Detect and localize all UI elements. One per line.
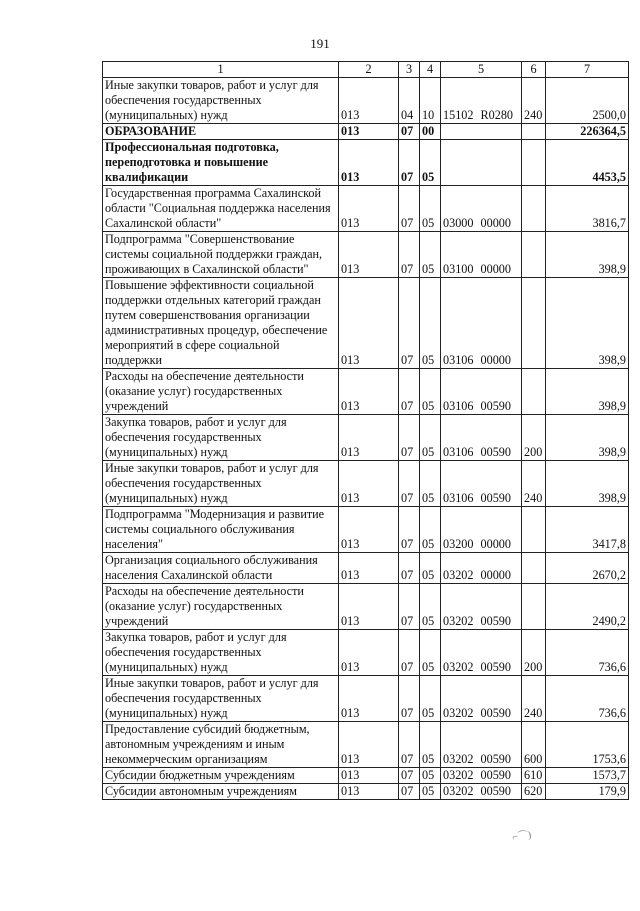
row-sum: 1573,7 [546, 768, 629, 784]
row-gr: 013 [339, 78, 399, 124]
page-number: 191 [310, 36, 330, 51]
row-name: Подпрограмма "Совершенствование системы социальной поддержки граждан, проживающих в Сахалинской области" [103, 232, 339, 278]
row-sum: 3417,8 [546, 507, 629, 553]
row-pr: 05 [420, 553, 441, 584]
row-vr [522, 507, 546, 553]
row-gr: 013 [339, 784, 399, 800]
row-name: Иные закупки товаров, работ и услуг для обеспечения государственных (муниципальных) нужд [103, 676, 339, 722]
row-rz: 07 [399, 676, 420, 722]
row-rz: 07 [399, 186, 420, 232]
row-sum: 398,9 [546, 232, 629, 278]
row-gr: 013 [339, 768, 399, 784]
header-cell: 1 [103, 62, 339, 78]
row-rz: 07 [399, 124, 420, 140]
row-csr [441, 140, 522, 186]
row-pr: 05 [420, 186, 441, 232]
row-name: Субсидии автономным учреждениям [103, 784, 339, 800]
row-csr: 03202 00590 [441, 676, 522, 722]
row-name: ОБРАЗОВАНИЕ [103, 124, 339, 140]
table-row [103, 676, 629, 722]
row-csr: 03200 00000 [441, 507, 522, 553]
table-row [103, 722, 629, 768]
row-rz: 07 [399, 415, 420, 461]
row-gr: 013 [339, 369, 399, 415]
row-vr: 200 [522, 630, 546, 676]
row-sum: 3816,7 [546, 186, 629, 232]
row-gr: 013 [339, 676, 399, 722]
row-sum: 2500,0 [546, 78, 629, 124]
row-name: Закупка товаров, работ и услуг для обеспечения государственных (муниципальных) нужд [103, 415, 339, 461]
row-name: Организация социального обслуживания населения Сахалинской области [103, 553, 339, 584]
row-gr: 013 [339, 584, 399, 630]
table-row [103, 507, 629, 553]
row-rz: 07 [399, 722, 420, 768]
row-vr: 600 [522, 722, 546, 768]
row-csr: 15102 R0280 [441, 78, 522, 124]
row-pr: 05 [420, 461, 441, 507]
row-name: Предоставление субсидий бюджетным, автономным учреждениям и иным некоммерческим организациям [103, 722, 339, 768]
header-cell: 6 [522, 62, 546, 78]
row-csr: 03100 00000 [441, 232, 522, 278]
row-rz: 04 [399, 78, 420, 124]
row-name: Закупка товаров, работ и услуг для обеспечения государственных (муниципальных) нужд [103, 630, 339, 676]
row-vr: 240 [522, 78, 546, 124]
row-vr [522, 553, 546, 584]
row-vr: 240 [522, 676, 546, 722]
row-csr: 03202 00590 [441, 722, 522, 768]
row-pr: 10 [420, 78, 441, 124]
row-rz: 07 [399, 630, 420, 676]
row-pr: 05 [420, 584, 441, 630]
row-csr: 03202 00590 [441, 584, 522, 630]
header-cell: 4 [420, 62, 441, 78]
row-vr: 610 [522, 768, 546, 784]
row-sum: 398,9 [546, 278, 629, 369]
table-row [103, 369, 629, 415]
row-gr: 013 [339, 553, 399, 584]
row-rz: 07 [399, 768, 420, 784]
table-row [103, 124, 629, 140]
row-name: Расходы на обеспечение деятельности (оказание услуг) государственных учреждений [103, 369, 339, 415]
row-sum: 2490,2 [546, 584, 629, 630]
row-rz: 07 [399, 461, 420, 507]
row-name: Профессиональная подготовка, переподготовка и повышение квалификации [103, 140, 339, 186]
row-csr: 03106 00000 [441, 278, 522, 369]
header-cell: 3 [399, 62, 420, 78]
header-cell: 2 [339, 62, 399, 78]
row-gr: 013 [339, 124, 399, 140]
row-vr [522, 186, 546, 232]
row-pr: 05 [420, 369, 441, 415]
row-gr: 013 [339, 630, 399, 676]
row-rz: 07 [399, 553, 420, 584]
row-vr [522, 369, 546, 415]
row-sum: 179,9 [546, 784, 629, 800]
row-sum: 398,9 [546, 415, 629, 461]
row-vr [522, 232, 546, 278]
table-row [103, 553, 629, 584]
table-row [103, 232, 629, 278]
row-pr: 05 [420, 415, 441, 461]
row-rz: 07 [399, 784, 420, 800]
row-sum: 736,6 [546, 630, 629, 676]
row-sum: 398,9 [546, 369, 629, 415]
row-csr: 03106 00590 [441, 415, 522, 461]
table-row [103, 768, 629, 784]
row-rz: 07 [399, 584, 420, 630]
row-sum: 4453,5 [546, 140, 629, 186]
table-row [103, 784, 629, 800]
row-rz: 07 [399, 232, 420, 278]
table-row [103, 584, 629, 630]
header-cell: 5 [441, 62, 522, 78]
table-row [103, 186, 629, 232]
row-name: Подпрограмма "Модернизация и развитие системы социального обслуживания населения" [103, 507, 339, 553]
row-rz: 07 [399, 507, 420, 553]
row-pr: 00 [420, 124, 441, 140]
row-vr [522, 278, 546, 369]
row-gr: 013 [339, 140, 399, 186]
row-sum: 736,6 [546, 676, 629, 722]
row-sum: 1753,6 [546, 722, 629, 768]
row-name: Повышение эффективности социальной поддержки отдельных категорий граждан путем совершенствования организации административных процедур, обеспечение мероприятий в сфере социальной поддержки [103, 278, 339, 369]
row-gr: 013 [339, 186, 399, 232]
row-pr: 05 [420, 140, 441, 186]
row-gr: 013 [339, 232, 399, 278]
row-vr [522, 140, 546, 186]
header-cell: 7 [546, 62, 629, 78]
row-pr: 05 [420, 676, 441, 722]
row-pr: 05 [420, 722, 441, 768]
row-pr: 05 [420, 278, 441, 369]
row-pr: 05 [420, 232, 441, 278]
row-name: Иные закупки товаров, работ и услуг для обеспечения государственных (муниципальных) нужд [103, 461, 339, 507]
row-rz: 07 [399, 278, 420, 369]
row-rz: 07 [399, 369, 420, 415]
row-gr: 013 [339, 415, 399, 461]
row-csr: 03106 00590 [441, 369, 522, 415]
row-csr: 03000 00000 [441, 186, 522, 232]
table-row [103, 415, 629, 461]
row-sum: 398,9 [546, 461, 629, 507]
table-row [103, 78, 629, 124]
row-pr: 05 [420, 768, 441, 784]
row-sum: 2670,2 [546, 553, 629, 584]
row-vr [522, 124, 546, 140]
row-name: Иные закупки товаров, работ и услуг для обеспечения государственных (муниципальных) нужд [103, 78, 339, 124]
row-pr: 05 [420, 507, 441, 553]
row-pr: 05 [420, 784, 441, 800]
row-gr: 013 [339, 507, 399, 553]
table-row [103, 278, 629, 369]
row-csr: 03106 00590 [441, 461, 522, 507]
row-name: Расходы на обеспечение деятельности (оказание услуг) государственных учреждений [103, 584, 339, 630]
row-pr: 05 [420, 630, 441, 676]
row-name: Субсидии бюджетным учреждениям [103, 768, 339, 784]
row-rz: 07 [399, 140, 420, 186]
row-vr: 620 [522, 784, 546, 800]
row-vr: 200 [522, 415, 546, 461]
row-gr: 013 [339, 278, 399, 369]
row-vr: 240 [522, 461, 546, 507]
table-row [103, 630, 629, 676]
row-gr: 013 [339, 722, 399, 768]
row-csr: 03202 00590 [441, 630, 522, 676]
row-csr: 03202 00590 [441, 768, 522, 784]
row-csr: 03202 00000 [441, 553, 522, 584]
table-row [103, 140, 629, 186]
row-gr: 013 [339, 461, 399, 507]
row-sum: 226364,5 [546, 124, 629, 140]
table-row [103, 461, 629, 507]
budget-table [102, 61, 629, 800]
row-csr [441, 124, 522, 140]
scan-mark: ⌐⌒) [511, 829, 532, 844]
header-row [103, 62, 629, 78]
row-csr: 03202 00590 [441, 784, 522, 800]
row-name: Государственная программа Сахалинской области "Социальная поддержка населения Сахалинской области" [103, 186, 339, 232]
row-vr [522, 584, 546, 630]
